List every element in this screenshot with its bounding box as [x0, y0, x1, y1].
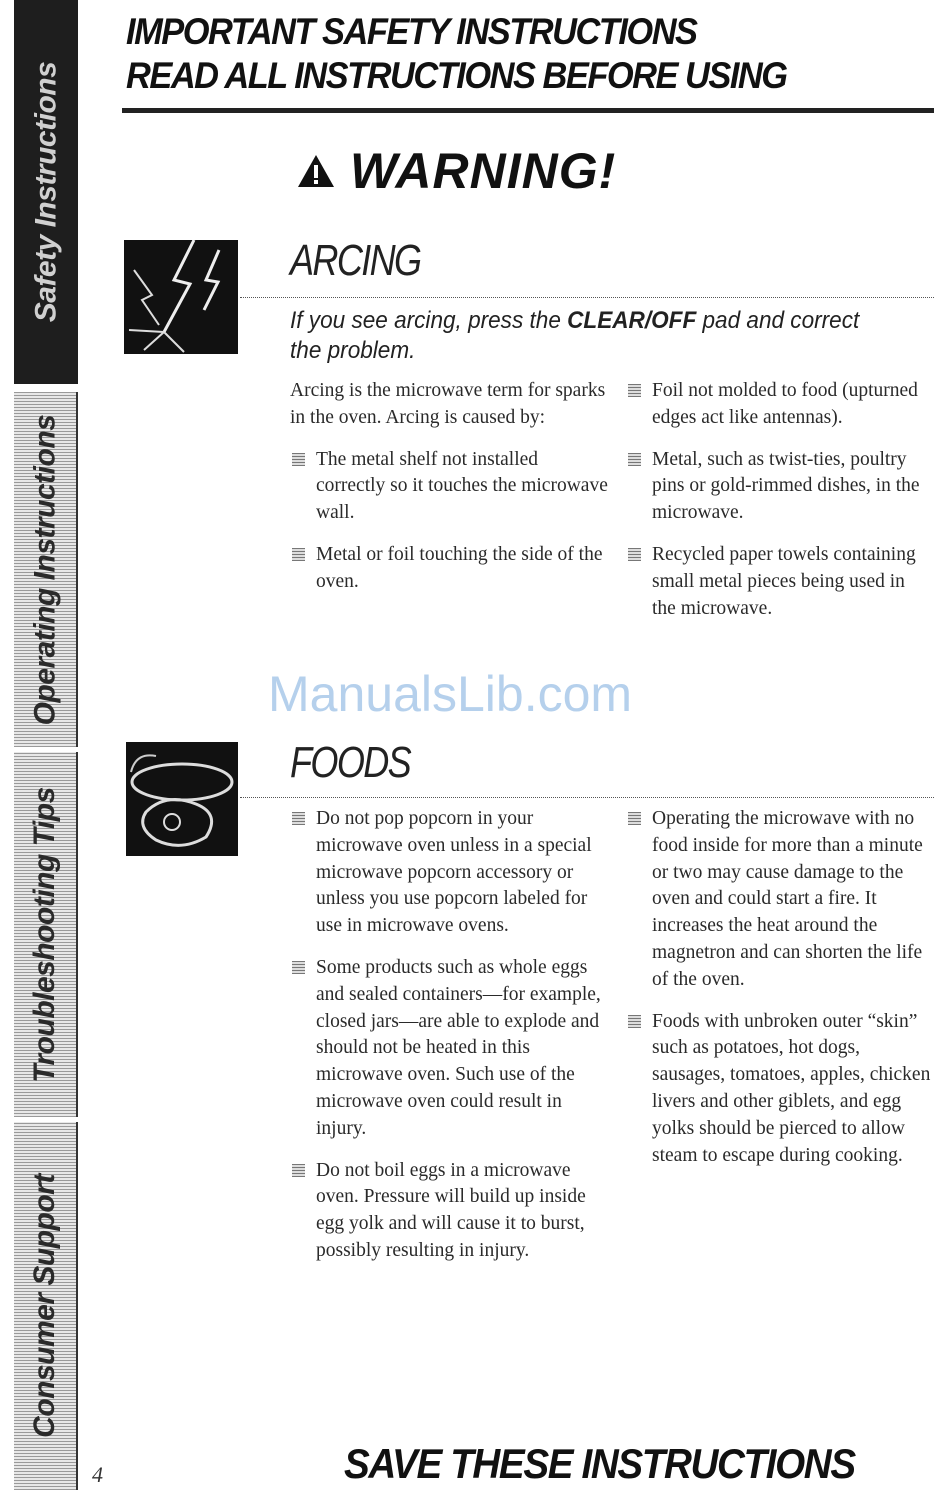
bullet-icon: [628, 812, 641, 825]
bullet-icon: [292, 961, 305, 974]
list-item: Some products such as whole eggs and sealed containers—for example, closed jars—are able to explode and should not be heated in this microwave oven. Such use of the microwave oven could result in injury.: [290, 955, 608, 1143]
arcing-intro: Arcing is the microwave term for sparks in the oven. Arcing is caused by:: [290, 380, 606, 428]
list-item: Recycled paper towels containing small metal pieces being used in the microwave.: [626, 542, 931, 622]
warning-label: WARNING!: [350, 143, 617, 199]
bullet-icon: [292, 812, 305, 825]
bullet-icon: [292, 453, 305, 466]
section-title-arcing: ARCING: [290, 236, 421, 285]
tab-label: Safety Instructions: [29, 61, 62, 323]
list-item: Do not pop popcorn in your microwave oven unless in a special microwave popcorn accessory or unless you use popcorn labeled for use in microwave ovens.: [290, 806, 608, 940]
foods-right-column: [626, 806, 936, 1184]
arcing-subtitle: If you see arcing, press the CLEAR/OFF pad and correct the problem.: [290, 307, 860, 364]
tab-label: Troubleshooting Tips: [28, 786, 61, 1083]
bullet-icon: [628, 384, 641, 397]
page-number: 4: [92, 1462, 103, 1487]
header-line-1: IMPORTANT SAFETY INSTRUCTIONS: [126, 11, 697, 52]
foods-left-column: [290, 806, 608, 1280]
list-item: The metal shelf not installed correctly so it touches the microwave wall.: [290, 447, 608, 527]
warning-banner: [296, 142, 616, 200]
section-divider: [240, 797, 934, 798]
list-item: Foods with unbroken outer “skin” such as potatoes, hot dogs, sausages, tomatoes, apples, chicken livers and other giblets, and egg yolks should be pierced to allow steam to escape during cooking.: [626, 1009, 936, 1170]
side-tabs: [14, 0, 78, 1490]
tab-consumer-support[interactable]: [14, 1122, 78, 1490]
page-header: [126, 10, 932, 98]
watermark: ManualsLib.com: [268, 666, 633, 722]
hot-dish-icon: [126, 742, 238, 856]
footer-save-instructions: SAVE THESE INSTRUCTIONS: [344, 1440, 855, 1487]
arcing-left-column: [290, 378, 608, 611]
list-item: Metal or foil touching the side of the oven.: [290, 542, 608, 596]
arcing-right-column: [626, 378, 931, 637]
list-item: Do not boil eggs in a microwave oven. Pressure will build up inside egg yolk and will cause it to burst, possibly resulting in injury.: [290, 1158, 608, 1265]
list-item: Metal, such as twist-ties, poultry pins or gold-rimmed dishes, in the microwave.: [626, 447, 931, 527]
tab-label: Operating Instructions: [28, 414, 62, 725]
section-title-foods: FOODS: [290, 738, 411, 787]
tab-troubleshooting-tips[interactable]: [14, 752, 78, 1117]
bullet-icon: [292, 548, 305, 561]
bullet-icon: [292, 1164, 305, 1177]
list-item: Foil not molded to food (upturned edges act like antennas).: [626, 378, 931, 432]
list-item: Operating the microwave with no food inside for more than a minute or two may cause damage to the oven and could start a fire. It increases the heat around the magnetron and can shorten the life of the oven.: [626, 806, 936, 994]
tab-label: Consumer Support: [28, 1174, 62, 1438]
tab-operating-instructions[interactable]: [14, 392, 78, 747]
tab-safety-instructions[interactable]: [14, 0, 78, 384]
bullet-icon: [628, 1015, 641, 1028]
lightning-spark-icon: [124, 240, 238, 354]
warning-triangle-icon: [296, 153, 336, 189]
bullet-icon: [628, 453, 641, 466]
header-divider: [122, 108, 934, 113]
header-line-2: READ ALL INSTRUCTIONS BEFORE USING: [126, 55, 787, 96]
section-divider: [240, 297, 934, 298]
bullet-icon: [628, 548, 641, 561]
